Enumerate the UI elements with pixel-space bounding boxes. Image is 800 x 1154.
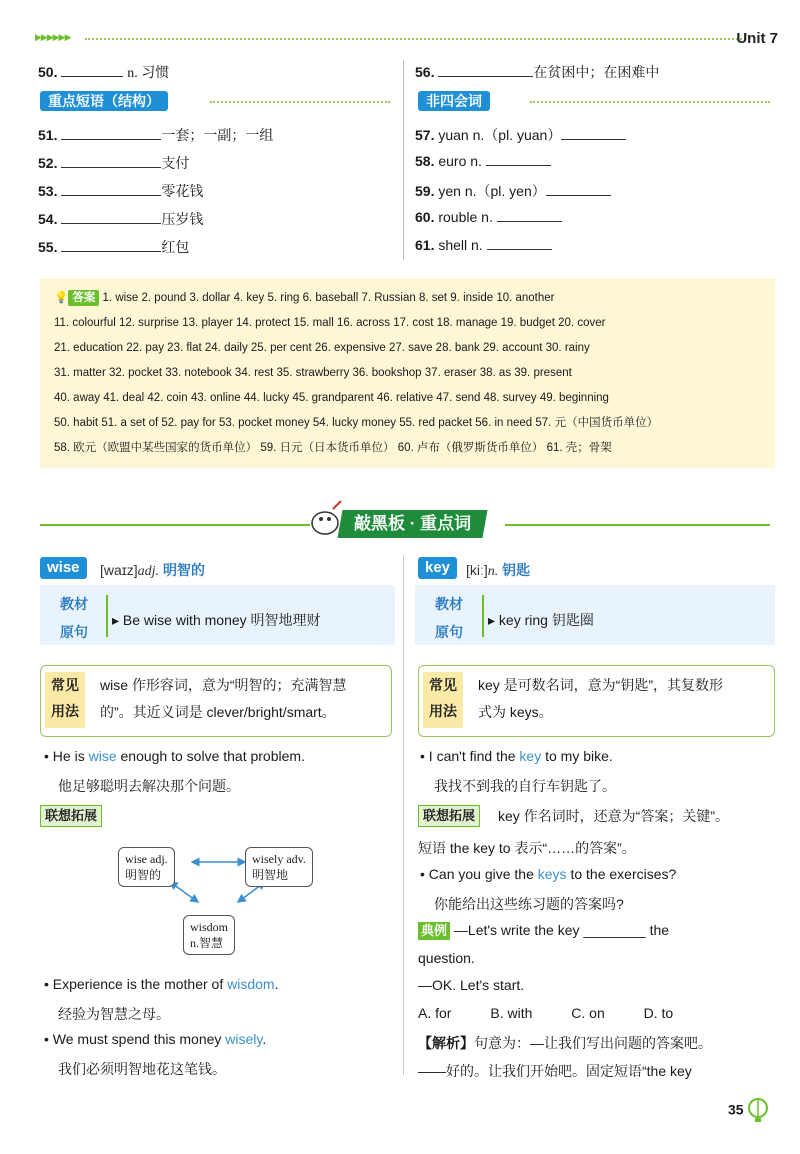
phrase-54: 54. 压岁钱 <box>38 211 204 227</box>
key-source-bg <box>415 585 775 645</box>
key-example-1-cn: 我找不到我的自行车钥匙了。 <box>434 778 616 794</box>
nonfour-57: 57. yuan n.（pl. yuan） <box>415 125 626 145</box>
source-label: 原句 <box>60 624 88 640</box>
key-example-2-cn: 你能给出这些练习题的答案吗? <box>434 896 624 912</box>
answer-tag: 答案 <box>68 290 99 306</box>
section-divider <box>530 101 770 103</box>
balloon-icon <box>747 1098 769 1124</box>
phrase-55: 55. 红包 <box>38 239 190 255</box>
key-exercise-q1: 典例 —Let's write the key ________ the <box>418 922 669 940</box>
key-exercise-q2: question. <box>418 950 475 966</box>
banner-line-right <box>505 524 770 526</box>
nonfour-61: 61. shell n. <box>415 237 552 253</box>
answer-line: 21. education 22. pay 23. flat 24. daily 25. per cent 26. expensive 27. save 28. bank 29. account 30. rainy <box>54 342 590 354</box>
unit-label: Unit 7 <box>736 30 778 47</box>
answer-line: 50. habit 51. a set of 52. pay for 53. pocket money 54. lucky money 55. red packet 56. in need 57. 元（中国货币单位） <box>54 417 659 429</box>
wise-source-sentence: ▸ Be wise with money 明智地理财 <box>112 612 321 628</box>
page-header <box>35 30 800 50</box>
usage-label: 常见 用法 <box>423 672 463 728</box>
key-exercise-options: A. for B. with C. on D. to <box>418 1005 674 1021</box>
lightbulb-icon: 💡 <box>54 292 69 304</box>
wise-example-1: • He is wise enough to solve that problem. <box>44 748 305 764</box>
wise-usage-text: wise 作形容词，意为“明智的；充满智慧 的”。其近义词是 clever/bright/smart。 <box>100 677 347 720</box>
answer-line: 31. matter 32. pocket 33. notebook 34. rest 35. strawberry 36. bookshop 37. eraser 38. as 39. present <box>54 367 572 379</box>
source-label: 教材 <box>435 596 463 612</box>
dianli-tag: 典例 <box>418 922 450 940</box>
answer-line: 58. 欧元（欧盟中某些国家的货币单位） 59. 日元（日本货币单位） 60. 卢布（俄罗斯货币单位） 61. 壳；骨架 <box>54 442 612 454</box>
answer-line: 11. colourful 12. surprise 13. player 14. protect 15. mall 16. across 17. cost 18. manage 19. budget 20. cover <box>54 317 606 329</box>
page-number: 35 <box>728 1098 769 1124</box>
section-title-phrases: 重点短语（结构） <box>40 91 168 111</box>
source-separator <box>106 595 108 637</box>
word-tag-key: key <box>418 557 457 579</box>
wise-example-1-cn: 他足够聪明去解决那个问题。 <box>58 778 240 794</box>
usage-label: 常见 用法 <box>45 672 85 728</box>
wise-example-3: • We must spend this money wisely. <box>44 1031 267 1047</box>
key-source-sentence: ▸ key ring 钥匙圈 <box>488 612 594 628</box>
column-divider <box>403 555 404 1075</box>
key-analysis-1: 【解析】句意为：—让我们写出问题的答案吧。 <box>418 1035 712 1051</box>
source-label: 原句 <box>435 624 463 640</box>
extend-tag: 联想拓展 <box>418 805 480 827</box>
answer-key-panel <box>40 278 775 468</box>
phrase-53: 53. 零花钱 <box>38 183 204 199</box>
answer-blank <box>61 64 123 77</box>
key-extend-text-1: key 作名词时，还意为“答案；关键”。 <box>498 808 729 824</box>
wise-example-3-cn: 我们必须明智地花这笔钱。 <box>58 1061 226 1077</box>
item-50: 50. n. 习惯 <box>38 64 170 81</box>
word-tag-wise: wise <box>40 557 87 579</box>
key-exercise-q3: —OK. Let's start. <box>418 977 525 993</box>
answer-line: 💡 答案 1. wise 2. pound 3. dollar 4. key 5. ring 6. baseball 7. Russian 8. set 9. inside 10. another <box>54 292 555 304</box>
wise-phonetic: [waɪz]adj. 明智的 <box>100 562 205 579</box>
nonfour-60: 60. rouble n. <box>415 209 562 225</box>
header-dotted-line <box>85 38 750 40</box>
phrase-51: 51. 一套；一副；一组 <box>38 127 274 143</box>
nonfour-58: 58. euro n. <box>415 153 551 169</box>
phrase-52: 52. 支付 <box>38 155 190 171</box>
word-node-wise: wise adj. 明智的 <box>118 847 175 887</box>
banner-line-left <box>40 524 310 526</box>
answer-line: 40. away 41. deal 42. coin 43. online 44. lucky 45. grandparent 46. relative 47. send 48. survey 49. beginning <box>54 392 609 404</box>
section-divider <box>210 101 390 103</box>
word-node-wisdom: wisdom n.智慧 <box>183 915 235 955</box>
key-phonetic: [kiː]n. 钥匙 <box>466 562 531 579</box>
wise-example-2: • Experience is the mother of wisdom. <box>44 976 279 992</box>
source-label: 教材 <box>60 596 88 612</box>
key-example-2: • Can you give the keys to the exercises? <box>420 866 677 882</box>
source-separator <box>482 595 484 637</box>
item-56: 56. 在贫困中；在困难中 <box>415 64 660 80</box>
wise-example-2-cn: 经验为智慧之母。 <box>58 1006 170 1022</box>
key-analysis-2: ——好的。让我们开始吧。固定短语“the key <box>418 1063 692 1079</box>
extend-tag: 联想拓展 <box>40 805 102 827</box>
word-node-wisely: wisely adv. 明智地 <box>245 847 313 887</box>
key-usage-text: key 是可数名词，意为“钥匙”，其复数形 式为 keys。 <box>478 677 723 720</box>
banner-title: 敲黑板 · 重点词 <box>338 510 488 538</box>
nonfour-59: 59. yen n.（pl. yen） <box>415 181 611 201</box>
key-example-1: • I can't find the key to my bike. <box>420 748 613 764</box>
column-divider <box>403 60 404 260</box>
section-title-nonfour: 非四会词 <box>418 91 490 111</box>
header-arrows: ▶▶▶▶▶▶ <box>35 32 71 42</box>
key-extend-text-2: 短语 the key to 表示“……的答案”。 <box>418 840 636 856</box>
